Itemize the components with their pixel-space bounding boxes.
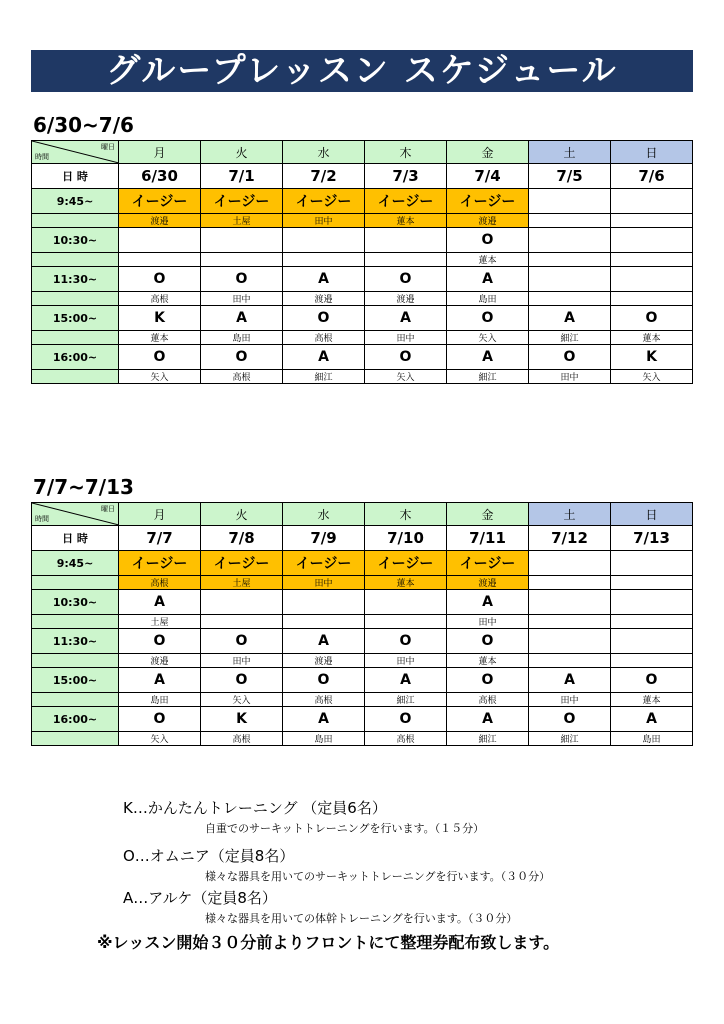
- class-cell: O: [447, 629, 529, 654]
- instructor-cell: 蓮本: [611, 331, 693, 345]
- class-cell: A: [119, 590, 201, 615]
- weekday-header: 木: [365, 503, 447, 526]
- class-cell: O: [201, 668, 283, 693]
- class-cell: O: [119, 267, 201, 292]
- weekday-header: 水: [283, 141, 365, 164]
- class-cell: O: [201, 267, 283, 292]
- class-cell: O: [283, 668, 365, 693]
- weekday-header: 火: [201, 503, 283, 526]
- instructor-cell: 細江: [447, 732, 529, 746]
- instructor-cell: 土屋: [119, 615, 201, 629]
- class-cell: A: [283, 707, 365, 732]
- instructor-cell: [283, 615, 365, 629]
- instructor-cell: 渡邉: [119, 654, 201, 668]
- class-cell: O: [447, 668, 529, 693]
- class-cell: A: [447, 707, 529, 732]
- class-cell: [283, 590, 365, 615]
- legend-o-heading: O…オムニア（定員8名）: [123, 847, 295, 865]
- instructor-cell: 田中: [365, 654, 447, 668]
- legend-a-description: 様々な器具を用いての体幹トレーニングを行います。（３０分）: [205, 912, 518, 925]
- class-cell: A: [611, 707, 693, 732]
- time-slot-spacer: [32, 370, 119, 384]
- corner-cell: [32, 141, 119, 164]
- weekday-header: 月: [119, 503, 201, 526]
- instructor-cell: 矢入: [119, 370, 201, 384]
- class-cell: O: [611, 668, 693, 693]
- instructor-cell: [283, 253, 365, 267]
- legend-k-heading: K…かんたんトレーニング （定員6名）: [123, 799, 387, 817]
- schedule-table-week-2: [31, 502, 693, 746]
- instructor-row: [32, 292, 693, 306]
- instructor-cell: [611, 253, 693, 267]
- class-cell: [611, 228, 693, 253]
- time-slot-spacer: [32, 292, 119, 306]
- instructor-cell: [365, 253, 447, 267]
- class-cell: イージー: [365, 189, 447, 214]
- date-row-label: 日 時: [32, 164, 119, 189]
- instructor-cell: 田中: [365, 331, 447, 345]
- date-cell: 7/9: [283, 526, 365, 551]
- instructor-cell: [611, 292, 693, 306]
- class-cell: [529, 590, 611, 615]
- class-cell: A: [529, 306, 611, 331]
- time-slot-row: [32, 306, 693, 331]
- weekday-header: 土: [529, 141, 611, 164]
- corner-weekday-label: 曜日: [101, 505, 115, 513]
- class-cell: A: [283, 267, 365, 292]
- weekday-header: 金: [447, 503, 529, 526]
- legend-k: [123, 797, 484, 836]
- class-cell: O: [119, 629, 201, 654]
- class-cell: A: [365, 306, 447, 331]
- date-cell: 7/2: [283, 164, 365, 189]
- date-row: [32, 526, 693, 551]
- class-cell: イージー: [447, 551, 529, 576]
- class-cell: [365, 590, 447, 615]
- instructor-cell: [119, 253, 201, 267]
- instructor-cell: [201, 253, 283, 267]
- class-cell: O: [447, 306, 529, 331]
- legend-a-heading: A…アルケ（定員8名）: [123, 889, 277, 907]
- weekday-header: 日: [611, 503, 693, 526]
- class-cell: [611, 267, 693, 292]
- instructor-cell: 渡邉: [283, 292, 365, 306]
- schedule-table-week-1: [31, 140, 693, 384]
- instructor-row: [32, 253, 693, 267]
- date-cell: 7/11: [447, 526, 529, 551]
- class-cell: [201, 228, 283, 253]
- date-cell: 7/3: [365, 164, 447, 189]
- corner-weekday-label: 曜日: [101, 143, 115, 151]
- instructor-cell: 高根: [283, 331, 365, 345]
- time-slot-label: 9:45~: [32, 189, 119, 214]
- weekday-header: 日: [611, 141, 693, 164]
- class-cell: [611, 590, 693, 615]
- instructor-cell: 細江: [365, 693, 447, 707]
- instructor-cell: 矢入: [119, 732, 201, 746]
- weekday-header: 土: [529, 503, 611, 526]
- legend-a: [123, 887, 517, 926]
- instructor-cell: 土屋: [201, 576, 283, 590]
- instructor-cell: 渡邉: [119, 214, 201, 228]
- class-cell: A: [119, 668, 201, 693]
- instructor-cell: 土屋: [201, 214, 283, 228]
- class-cell: O: [447, 228, 529, 253]
- time-slot-label: 11:30~: [32, 629, 119, 654]
- weekday-header: 金: [447, 141, 529, 164]
- class-cell: O: [365, 707, 447, 732]
- date-cell: 7/5: [529, 164, 611, 189]
- class-cell: O: [283, 306, 365, 331]
- time-slot-spacer: [32, 253, 119, 267]
- week-label-1: 6/30~7/6: [33, 113, 134, 137]
- class-cell: [365, 228, 447, 253]
- instructor-cell: 蓮本: [611, 693, 693, 707]
- instructor-cell: [611, 654, 693, 668]
- weekday-header: 木: [365, 141, 447, 164]
- instructor-cell: [529, 253, 611, 267]
- legend-k-description: 自重でのサーキットトレーニングを行います。（１５分）: [205, 822, 485, 835]
- time-slot-spacer: [32, 732, 119, 746]
- date-cell: 6/30: [119, 164, 201, 189]
- instructor-cell: [611, 214, 693, 228]
- date-cell: 7/4: [447, 164, 529, 189]
- instructor-row: [32, 331, 693, 345]
- time-slot-label: 16:00~: [32, 707, 119, 732]
- instructor-cell: 島田: [283, 732, 365, 746]
- class-cell: [283, 228, 365, 253]
- class-cell: O: [119, 707, 201, 732]
- instructor-cell: 島田: [611, 732, 693, 746]
- class-cell: O: [529, 345, 611, 370]
- instructor-cell: 蓮本: [447, 253, 529, 267]
- class-cell: イージー: [119, 189, 201, 214]
- time-slot-spacer: [32, 693, 119, 707]
- time-slot-label: 15:00~: [32, 668, 119, 693]
- instructor-cell: 蓮本: [119, 331, 201, 345]
- date-cell: 7/1: [201, 164, 283, 189]
- instructor-cell: 渡邉: [447, 214, 529, 228]
- instructor-cell: 細江: [529, 331, 611, 345]
- time-slot-spacer: [32, 654, 119, 668]
- time-slot-label: 9:45~: [32, 551, 119, 576]
- instructor-row: [32, 654, 693, 668]
- class-cell: [611, 629, 693, 654]
- week-label-2: 7/7~7/13: [33, 475, 134, 499]
- instructor-cell: 高根: [201, 370, 283, 384]
- class-cell: O: [365, 629, 447, 654]
- instructor-cell: 島田: [201, 331, 283, 345]
- instructor-cell: 細江: [283, 370, 365, 384]
- instructor-cell: 高根: [447, 693, 529, 707]
- instructor-cell: 高根: [119, 576, 201, 590]
- class-cell: O: [201, 629, 283, 654]
- class-cell: イージー: [365, 551, 447, 576]
- time-slot-row: [32, 707, 693, 732]
- notice-text: ※レッスン開始３０分前よりフロントにて整理券配布致します。: [97, 933, 560, 952]
- date-cell: 7/8: [201, 526, 283, 551]
- instructor-cell: 蓮本: [447, 654, 529, 668]
- instructor-cell: 島田: [447, 292, 529, 306]
- instructor-cell: 田中: [447, 615, 529, 629]
- time-slot-label: 15:00~: [32, 306, 119, 331]
- weekday-header-row: [32, 141, 693, 164]
- class-cell: イージー: [201, 551, 283, 576]
- class-cell: イージー: [283, 551, 365, 576]
- instructor-cell: 矢入: [611, 370, 693, 384]
- time-slot-label: 10:30~: [32, 590, 119, 615]
- instructor-cell: [529, 615, 611, 629]
- class-cell: O: [529, 707, 611, 732]
- instructor-row: [32, 615, 693, 629]
- class-cell: [529, 629, 611, 654]
- instructor-cell: 高根: [119, 292, 201, 306]
- class-cell: A: [283, 629, 365, 654]
- instructor-row: [32, 576, 693, 590]
- time-slot-row: [32, 228, 693, 253]
- time-slot-spacer: [32, 576, 119, 590]
- instructor-cell: 蓮本: [365, 214, 447, 228]
- instructor-cell: 高根: [365, 732, 447, 746]
- date-cell: 7/6: [611, 164, 693, 189]
- time-slot-label: 16:00~: [32, 345, 119, 370]
- instructor-cell: 田中: [529, 370, 611, 384]
- instructor-cell: 細江: [529, 732, 611, 746]
- instructor-cell: 田中: [529, 693, 611, 707]
- instructor-row: [32, 370, 693, 384]
- instructor-row: [32, 732, 693, 746]
- class-cell: [529, 551, 611, 576]
- instructor-row: [32, 214, 693, 228]
- time-slot-label: 11:30~: [32, 267, 119, 292]
- class-cell: A: [283, 345, 365, 370]
- weekday-header: 火: [201, 141, 283, 164]
- class-cell: K: [201, 707, 283, 732]
- time-slot-spacer: [32, 214, 119, 228]
- time-slot-spacer: [32, 331, 119, 345]
- class-cell: A: [529, 668, 611, 693]
- legend-o: [123, 845, 550, 884]
- time-slot-row: [32, 551, 693, 576]
- class-cell: イージー: [447, 189, 529, 214]
- weekday-header: 月: [119, 141, 201, 164]
- weekday-header: 水: [283, 503, 365, 526]
- time-slot-row: [32, 345, 693, 370]
- instructor-cell: 田中: [283, 576, 365, 590]
- instructor-cell: 細江: [447, 370, 529, 384]
- instructor-cell: 渡邉: [365, 292, 447, 306]
- class-cell: [201, 590, 283, 615]
- instructor-cell: [201, 615, 283, 629]
- instructor-row: [32, 693, 693, 707]
- class-cell: O: [201, 345, 283, 370]
- class-cell: イージー: [119, 551, 201, 576]
- class-cell: [611, 551, 693, 576]
- date-cell: 7/10: [365, 526, 447, 551]
- instructor-cell: 蓮本: [365, 576, 447, 590]
- date-row-label: 日 時: [32, 526, 119, 551]
- class-cell: [611, 189, 693, 214]
- instructor-cell: 高根: [201, 732, 283, 746]
- class-cell: A: [447, 590, 529, 615]
- class-cell: K: [119, 306, 201, 331]
- class-cell: A: [365, 668, 447, 693]
- class-cell: [529, 189, 611, 214]
- instructor-cell: 渡邉: [447, 576, 529, 590]
- corner-cell: [32, 503, 119, 526]
- instructor-cell: 矢入: [201, 693, 283, 707]
- date-row: [32, 164, 693, 189]
- instructor-cell: [529, 576, 611, 590]
- instructor-cell: 田中: [201, 654, 283, 668]
- instructor-cell: [529, 654, 611, 668]
- instructor-cell: [611, 615, 693, 629]
- instructor-cell: [529, 214, 611, 228]
- class-cell: [529, 228, 611, 253]
- time-slot-row: [32, 668, 693, 693]
- instructor-cell: 渡邉: [283, 654, 365, 668]
- instructor-cell: [365, 615, 447, 629]
- page-title: グループレッスン スケジュール: [31, 50, 693, 92]
- instructor-cell: [529, 292, 611, 306]
- class-cell: K: [611, 345, 693, 370]
- time-slot-row: [32, 267, 693, 292]
- date-cell: 7/7: [119, 526, 201, 551]
- class-cell: O: [365, 345, 447, 370]
- class-cell: O: [611, 306, 693, 331]
- time-slot-row: [32, 590, 693, 615]
- class-cell: A: [447, 267, 529, 292]
- time-slot-row: [32, 629, 693, 654]
- class-cell: A: [201, 306, 283, 331]
- legend-o-description: 様々な器具を用いてのサーキットトレーニングを行います。（３０分）: [205, 870, 551, 883]
- class-cell: A: [447, 345, 529, 370]
- instructor-cell: 田中: [283, 214, 365, 228]
- class-cell: [119, 228, 201, 253]
- instructor-cell: 田中: [201, 292, 283, 306]
- class-cell: イージー: [201, 189, 283, 214]
- class-cell: イージー: [283, 189, 365, 214]
- class-cell: O: [365, 267, 447, 292]
- instructor-cell: 矢入: [447, 331, 529, 345]
- instructor-cell: 高根: [283, 693, 365, 707]
- time-slot-label: 10:30~: [32, 228, 119, 253]
- weekday-header-row: [32, 503, 693, 526]
- corner-time-label: 時間: [35, 153, 49, 161]
- date-cell: 7/12: [529, 526, 611, 551]
- time-slot-spacer: [32, 615, 119, 629]
- date-cell: 7/13: [611, 526, 693, 551]
- instructor-cell: 矢入: [365, 370, 447, 384]
- class-cell: O: [119, 345, 201, 370]
- instructor-cell: [611, 576, 693, 590]
- class-cell: [529, 267, 611, 292]
- time-slot-row: [32, 189, 693, 214]
- instructor-cell: 島田: [119, 693, 201, 707]
- corner-time-label: 時間: [35, 515, 49, 523]
